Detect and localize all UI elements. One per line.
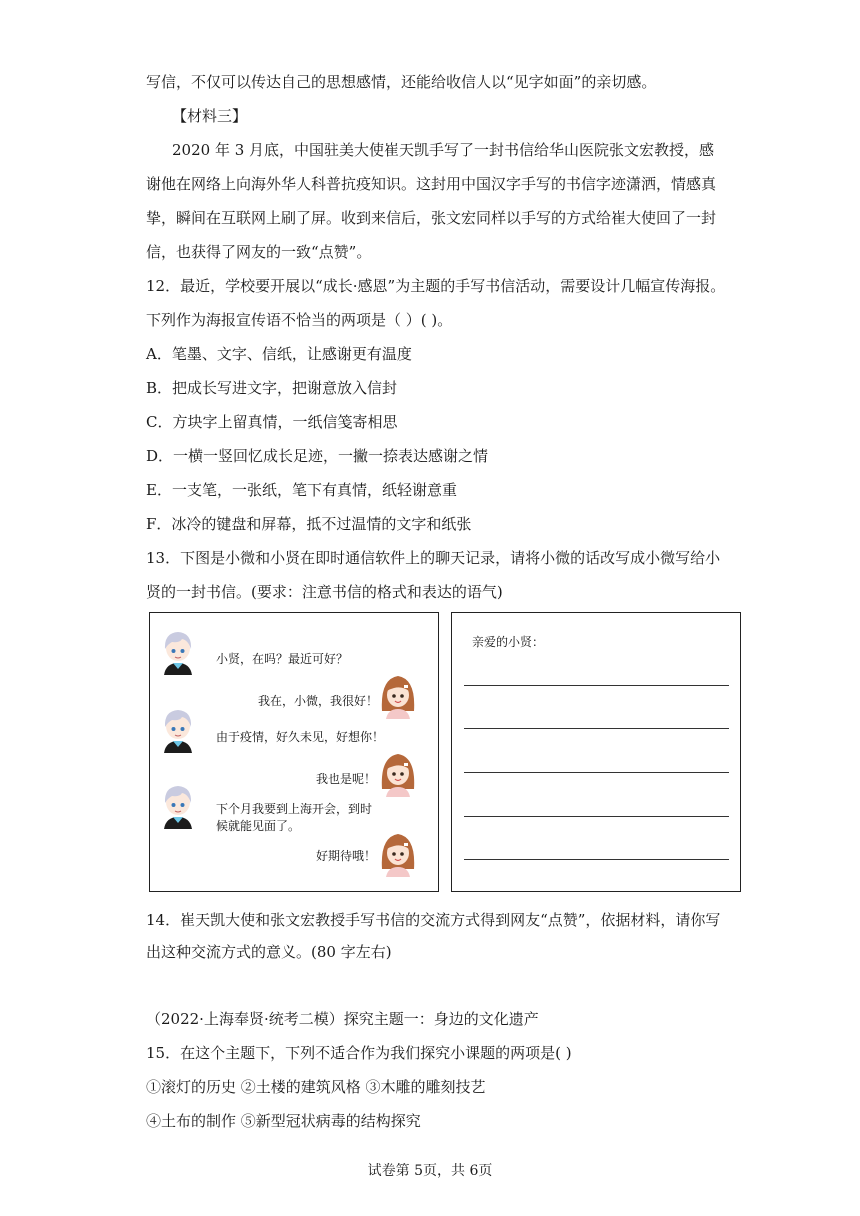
material2-tail: 写信，不仅可以传达自己的思想感情，还能给收信人以“见字如面”的亲切感。 [146, 73, 657, 91]
q12-option-a: A．笔墨、文字、信纸，让感谢更有温度 [146, 345, 412, 363]
q15-stem: 15．在这个主题下，下列不适合作为我们探究小课题的两项是( ) [146, 1044, 572, 1062]
boy-avatar-icon [158, 705, 198, 753]
q14-stem-2: 出这种交流方式的意义。(80 字左右) [146, 943, 392, 961]
material3-line-2: 谢他在网络上向海外华人科普抗疫知识。这封用中国汉字手写的书信字迹潇洒，情感真 [146, 175, 717, 193]
answer-line[interactable] [464, 816, 729, 817]
chat-record-box [149, 612, 439, 892]
chat-msg-2: 我在，小微，我很好！ [258, 694, 379, 708]
answer-line[interactable] [464, 859, 729, 860]
q12-stem-2: 下列作为海报宣传语不恰当的两项是（ ）( )。 [146, 311, 453, 329]
chat-msg-4: 我也是呢！ [316, 772, 377, 786]
section2-source: （2022·上海奉贤·统考二模）探究主题一：身边的文化遗产 [146, 1010, 539, 1028]
answer-line[interactable] [464, 772, 729, 773]
letter-salutation: 亲爱的小贤： [472, 635, 545, 649]
material3-line-3: 挚，瞬间在互联网上刷了屏。收到来信后，张文宏同样以手写的方式给崔大使回了一封 [146, 209, 717, 227]
q12-stem-1: 12．最近，学校要开展以“成长·感恩”为主题的手写书信活动，需要设计几幅宣传海报。 [146, 277, 726, 295]
q12-option-c: C．方块字上留真情，一纸信笺寄相思 [146, 413, 398, 431]
answer-line[interactable] [464, 685, 729, 686]
q12-option-e: E．一支笔，一张纸，笔下有真情，纸轻谢意重 [146, 481, 457, 499]
girl-avatar-icon [378, 671, 418, 719]
girl-avatar-icon [378, 829, 418, 877]
answer-line[interactable] [464, 728, 729, 729]
q13-stem-1: 13．下图是小微和小贤在即时通信软件上的聊天记录，请将小微的话改写成小微写给小 [146, 549, 721, 567]
material3-line-1: 2020 年 3 月底，中国驻美大使崔天凯手写了一封书信给华山医院张文宏教授，感 [172, 141, 715, 159]
girl-avatar-icon [378, 749, 418, 797]
q12-option-f: F．冰冷的键盘和屏幕，抵不过温情的文字和纸张 [146, 515, 472, 533]
chat-msg-5-line-1: 下个月我要到上海开会，到时 [216, 802, 373, 816]
chat-msg-1: 小贤，在吗？最近可好？ [216, 652, 349, 666]
boy-avatar-icon [158, 627, 198, 675]
material3-heading: 【材料三】 [172, 107, 248, 125]
chat-msg-6: 好期待哦！ [316, 849, 377, 863]
q13-stem-2: 贤的一封书信。(要求：注意书信的格式和表达的语气) [146, 583, 503, 601]
letter-answer-box [451, 612, 741, 892]
page-footer: 试卷第 5页，共 6页 [367, 1163, 493, 1179]
q15-options-line-1: ①滚灯的历史 ②土楼的建筑风格 ③木雕的雕刻技艺 [146, 1078, 486, 1096]
chat-msg-5-line-2: 候就能见面了。 [216, 819, 301, 833]
q12-option-d: D．一横一竖回忆成长足迹，一撇一捺表达感谢之情 [146, 447, 489, 465]
q15-options-line-2: ④土布的制作 ⑤新型冠状病毒的结构探究 [146, 1112, 421, 1130]
q12-option-b: B．把成长写进文字，把谢意放入信封 [146, 379, 398, 397]
chat-msg-3: 由于疫情，好久未见，好想你！ [216, 730, 385, 744]
q14-stem-1: 14．崔天凯大使和张文宏教授手写书信的交流方式得到网友“点赞”，依据材料，请你写 [146, 911, 721, 929]
material3-line-4: 信，也获得了网友的一致“点赞”。 [146, 243, 372, 261]
boy-avatar-icon [158, 781, 198, 829]
